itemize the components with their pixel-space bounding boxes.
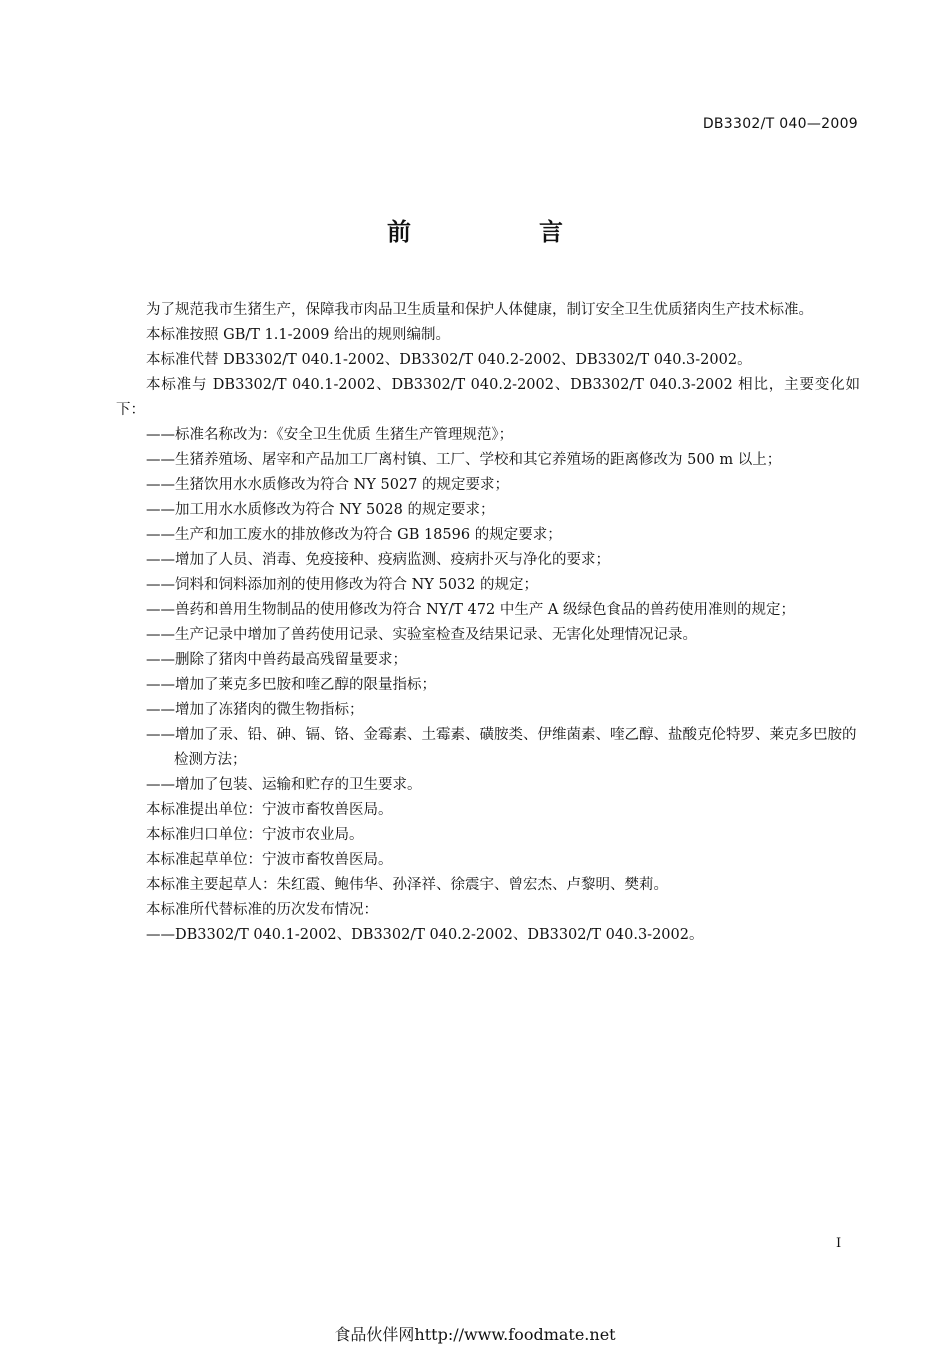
change-item: ——增加了莱克多巴胺和喹乙醇的限量指标；	[146, 677, 436, 693]
paragraph-replaces: 本标准代替 DB3302/T 040.1-2002、DB3302/T 040.2-2002、DB3302/T 040.3-2002。	[146, 352, 752, 368]
document-code: DB3302/T 040—2009	[702, 116, 858, 132]
change-item: ——加工用水水质修改为符合 NY 5028 的规定要求；	[146, 502, 495, 518]
change-item: ——增加了冻猪肉的微生物指标；	[146, 702, 364, 718]
change-item: ——生猪养殖场、屠宰和产品加工厂离村镇、工厂、学校和其它养殖场的距离修改为 500 m 以上；	[146, 452, 782, 468]
history-item: ——DB3302/T 040.1-2002、DB3302/T 040.2-2002、DB3302/T 040.3-2002。	[146, 927, 704, 943]
page-number: I	[836, 1236, 842, 1251]
preface-body	[116, 298, 860, 948]
paragraph-centralized-unit: 本标准归口单位：宁波市农业局。	[146, 827, 364, 843]
footer-watermark: 食品伙伴网http://www.foodmate.net	[334, 1325, 616, 1344]
paragraph-changes-intro: 本标准与 DB3302/T 040.1-2002、DB3302/T 040.2-2002、DB3302/T 040.3-2002 相比，主要变化如下：	[116, 377, 860, 418]
page-title: 前 言	[387, 218, 615, 246]
paragraph-proposer: 本标准提出单位：宁波市畜牧兽医局。	[146, 802, 393, 818]
change-item: ——增加了包装、运输和贮存的卫生要求。	[146, 777, 422, 793]
paragraph-history-label: 本标准所代替标准的历次发布情况：	[146, 902, 378, 918]
change-item: ——增加了人员、消毒、免疫接种、疫病监测、疫病扑灭与净化的要求；	[146, 552, 610, 568]
change-item: ——标准名称改为：《安全卫生优质 生猪生产管理规范》；	[146, 427, 514, 443]
paragraph-purpose: 为了规范我市生猪生产，保障我市肉品卫生质量和保护人体健康，制订安全卫生优质猪肉生产技术标准。	[146, 302, 813, 318]
change-item: ——兽药和兽用生物制品的使用修改为符合 NY/T 472 中生产 A 级绿色食品的兽药使用准则的规定；	[146, 602, 796, 618]
paragraph-authors: 本标准主要起草人：朱红霞、鲍伟华、孙泽祥、徐震宇、曾宏杰、卢黎明、樊莉。	[146, 877, 668, 893]
change-item: ——增加了汞、铅、砷、镉、铬、金霉素、土霉素、磺胺类、伊维菌素、喹乙醇、盐酸克伦特罗、莱克多巴胺的检测方法；	[146, 727, 857, 768]
change-item: ——生产记录中增加了兽药使用记录、实验室检查及结果记录、无害化处理情况记录。	[146, 627, 697, 643]
paragraph-drafting-unit: 本标准起草单位：宁波市畜牧兽医局。	[146, 852, 393, 868]
change-item: ——生产和加工废水的排放修改为符合 GB 18596 的规定要求；	[146, 527, 562, 543]
change-item: ——饲料和饲料添加剂的使用修改为符合 NY 5032 的规定；	[146, 577, 538, 593]
change-item: ——删除了猪肉中兽药最高残留量要求；	[146, 652, 407, 668]
change-item: ——生猪饮用水水质修改为符合 NY 5027 的规定要求；	[146, 477, 509, 493]
paragraph-drafting-rules: 本标准按照 GB/T 1.1-2009 给出的规则编制。	[146, 327, 450, 343]
